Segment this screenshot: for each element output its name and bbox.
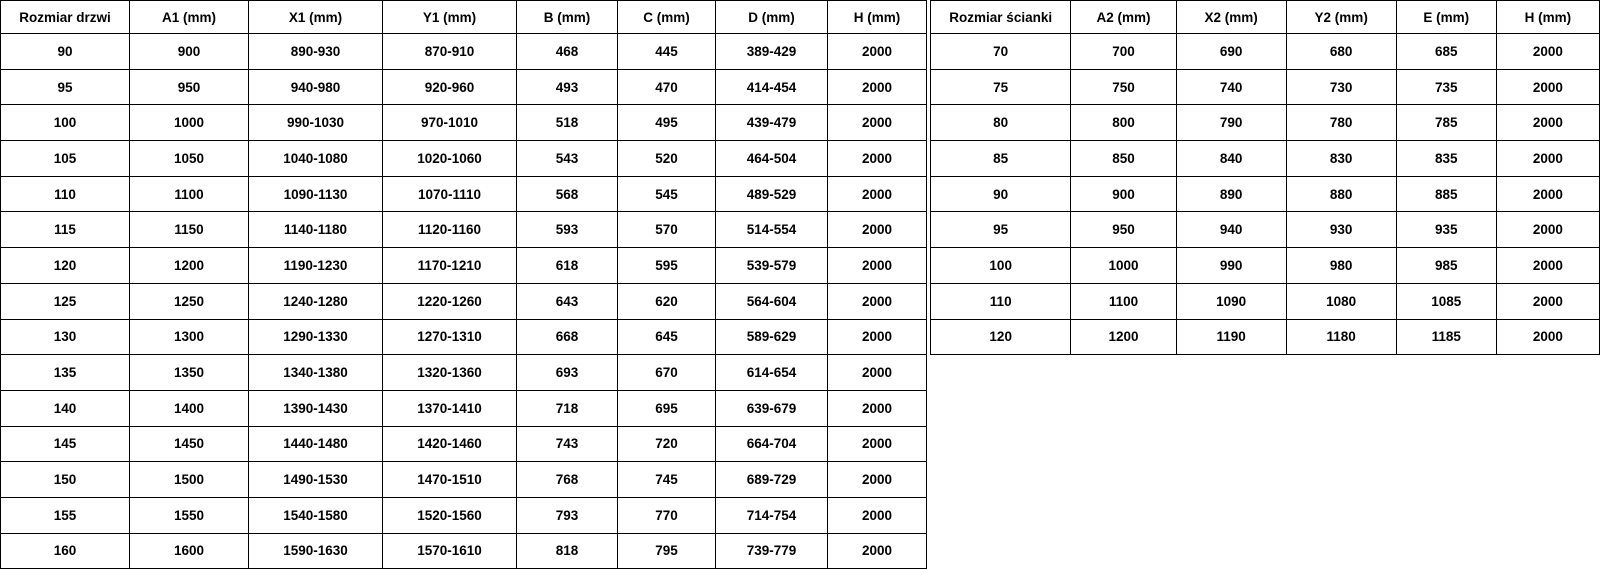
table-row — [1, 462, 927, 498]
walls-dimensions-table — [930, 0, 1600, 355]
table-cell: 790 — [1176, 105, 1286, 141]
table-cell: 920-960 — [383, 69, 517, 105]
table-cell: 685 — [1396, 34, 1496, 70]
table-cell: 768 — [517, 462, 618, 498]
table-cell: 700 — [1071, 34, 1176, 70]
table-cell: 125 — [1, 283, 130, 319]
table-cell: 1440-1480 — [249, 426, 383, 462]
table-cell: 100 — [931, 248, 1071, 284]
table-cell: 1190 — [1176, 319, 1286, 355]
table-cell: 940-980 — [249, 69, 383, 105]
table-row — [1, 105, 927, 141]
column-header-rozmiar-drzwi: Rozmiar drzwi — [1, 1, 130, 34]
table-cell: 150 — [1, 462, 130, 498]
table-cell: 800 — [1071, 105, 1176, 141]
table-cell: 80 — [931, 105, 1071, 141]
table-cell: 643 — [517, 283, 618, 319]
table-row — [1, 533, 927, 569]
table-cell: 1020-1060 — [383, 141, 517, 177]
table-cell: 785 — [1396, 105, 1496, 141]
table-row — [1, 34, 927, 70]
column-header-rozmiar-scianki: Rozmiar ścianki — [931, 1, 1071, 34]
table-cell: 985 — [1396, 248, 1496, 284]
table-cell: 2000 — [828, 319, 927, 355]
table-cell: 2000 — [1496, 248, 1599, 284]
table-cell: 493 — [517, 69, 618, 105]
column-header-e: E (mm) — [1396, 1, 1496, 34]
table-cell: 389-429 — [716, 34, 828, 70]
table-header-row — [931, 1, 1600, 34]
table-cell: 689-729 — [716, 462, 828, 498]
table-cell: 140 — [1, 390, 130, 426]
table-cell: 543 — [517, 141, 618, 177]
table-cell: 818 — [517, 533, 618, 569]
table-cell: 1420-1460 — [383, 426, 517, 462]
column-header-x1: X1 (mm) — [249, 1, 383, 34]
table-cell: 990-1030 — [249, 105, 383, 141]
column-header-h: H (mm) — [1496, 1, 1599, 34]
table-cell: 2000 — [1496, 34, 1599, 70]
table-cell: 2000 — [828, 497, 927, 533]
table-cell: 2000 — [1496, 319, 1599, 355]
table-row — [931, 212, 1600, 248]
table-cell: 830 — [1286, 141, 1396, 177]
table-cell: 489-529 — [716, 176, 828, 212]
column-header-a1: A1 (mm) — [130, 1, 249, 34]
table-cell: 900 — [1071, 176, 1176, 212]
table-cell: 495 — [618, 105, 716, 141]
column-header-x2: X2 (mm) — [1176, 1, 1286, 34]
table-cell: 890-930 — [249, 34, 383, 70]
table-cell: 770 — [618, 497, 716, 533]
table-cell: 2000 — [828, 141, 927, 177]
table-cell: 850 — [1071, 141, 1176, 177]
table-cell: 470 — [618, 69, 716, 105]
table-cell: 95 — [931, 212, 1071, 248]
table-cell: 2000 — [828, 462, 927, 498]
table-cell: 1390-1430 — [249, 390, 383, 426]
table-cell: 2000 — [828, 105, 927, 141]
doors-table-header — [1, 1, 927, 34]
table-cell: 735 — [1396, 69, 1496, 105]
table-cell: 645 — [618, 319, 716, 355]
table-cell: 714-754 — [716, 497, 828, 533]
table-cell: 1120-1160 — [383, 212, 517, 248]
table-cell: 618 — [517, 248, 618, 284]
table-cell: 1590-1630 — [249, 533, 383, 569]
table-cell: 693 — [517, 355, 618, 391]
table-cell: 2000 — [828, 212, 927, 248]
table-cell: 95 — [1, 69, 130, 105]
table-cell: 90 — [931, 176, 1071, 212]
table-row — [931, 141, 1600, 177]
table-cell: 639-679 — [716, 390, 828, 426]
table-cell: 445 — [618, 34, 716, 70]
table-cell: 840 — [1176, 141, 1286, 177]
table-cell: 90 — [1, 34, 130, 70]
table-cell: 593 — [517, 212, 618, 248]
table-cell: 795 — [618, 533, 716, 569]
table-cell: 105 — [1, 141, 130, 177]
table-cell: 2000 — [1496, 105, 1599, 141]
table-cell: 1340-1380 — [249, 355, 383, 391]
table-cell: 1000 — [1071, 248, 1176, 284]
table-cell: 1400 — [130, 390, 249, 426]
table-cell: 980 — [1286, 248, 1396, 284]
table-cell: 545 — [618, 176, 716, 212]
table-cell: 1200 — [130, 248, 249, 284]
column-header-y1: Y1 (mm) — [383, 1, 517, 34]
table-cell: 2000 — [828, 533, 927, 569]
table-cell: 1185 — [1396, 319, 1496, 355]
walls-table-body — [931, 34, 1600, 355]
table-cell: 2000 — [828, 390, 927, 426]
walls-table-header — [931, 1, 1600, 34]
table-cell: 514-554 — [716, 212, 828, 248]
table-cell: 1370-1410 — [383, 390, 517, 426]
table-header-row — [1, 1, 927, 34]
table-cell: 1200 — [1071, 319, 1176, 355]
table-cell: 620 — [618, 283, 716, 319]
table-row — [931, 176, 1600, 212]
walls-dimensions-table-container — [930, 0, 1600, 355]
table-cell: 745 — [618, 462, 716, 498]
table-row — [1, 390, 927, 426]
table-cell: 885 — [1396, 176, 1496, 212]
table-row — [931, 248, 1600, 284]
table-cell: 539-579 — [716, 248, 828, 284]
table-cell: 1220-1260 — [383, 283, 517, 319]
table-row — [1, 176, 927, 212]
table-cell: 2000 — [828, 69, 927, 105]
doors-table-body — [1, 34, 927, 569]
table-cell: 2000 — [1496, 176, 1599, 212]
table-row — [931, 283, 1600, 319]
table-row — [1, 355, 927, 391]
table-cell: 668 — [517, 319, 618, 355]
table-cell: 1300 — [130, 319, 249, 355]
table-cell: 570 — [618, 212, 716, 248]
table-cell: 750 — [1071, 69, 1176, 105]
column-header-c: C (mm) — [618, 1, 716, 34]
table-cell: 900 — [130, 34, 249, 70]
table-cell: 780 — [1286, 105, 1396, 141]
column-header-a2: A2 (mm) — [1071, 1, 1176, 34]
table-cell: 1490-1530 — [249, 462, 383, 498]
table-cell: 1250 — [130, 283, 249, 319]
table-cell: 1470-1510 — [383, 462, 517, 498]
table-cell: 120 — [931, 319, 1071, 355]
table-cell: 1085 — [1396, 283, 1496, 319]
table-cell: 793 — [517, 497, 618, 533]
table-cell: 930 — [1286, 212, 1396, 248]
table-cell: 740 — [1176, 69, 1286, 105]
table-cell: 1540-1580 — [249, 497, 383, 533]
table-cell: 1180 — [1286, 319, 1396, 355]
table-row — [1, 141, 927, 177]
table-cell: 1050 — [130, 141, 249, 177]
table-cell: 935 — [1396, 212, 1496, 248]
table-cell: 1080 — [1286, 283, 1396, 319]
table-row — [1, 212, 927, 248]
table-cell: 120 — [1, 248, 130, 284]
table-cell: 1500 — [130, 462, 249, 498]
table-cell: 2000 — [828, 34, 927, 70]
table-cell: 414-454 — [716, 69, 828, 105]
table-cell: 2000 — [1496, 212, 1599, 248]
table-cell: 1070-1110 — [383, 176, 517, 212]
table-cell: 1550 — [130, 497, 249, 533]
column-header-d: D (mm) — [716, 1, 828, 34]
table-cell: 155 — [1, 497, 130, 533]
table-cell: 1000 — [130, 105, 249, 141]
table-cell: 690 — [1176, 34, 1286, 70]
table-cell: 990 — [1176, 248, 1286, 284]
table-cell: 1240-1280 — [249, 283, 383, 319]
table-cell: 520 — [618, 141, 716, 177]
table-cell: 2000 — [828, 283, 927, 319]
table-cell: 589-629 — [716, 319, 828, 355]
table-cell: 110 — [1, 176, 130, 212]
table-cell: 160 — [1, 533, 130, 569]
table-cell: 1040-1080 — [249, 141, 383, 177]
table-cell: 890 — [1176, 176, 1286, 212]
table-cell: 1100 — [1071, 283, 1176, 319]
table-cell: 1600 — [130, 533, 249, 569]
table-row — [1, 319, 927, 355]
table-cell: 950 — [1071, 212, 1176, 248]
table-cell: 2000 — [828, 176, 927, 212]
table-row — [931, 319, 1600, 355]
table-cell: 70 — [931, 34, 1071, 70]
table-cell: 1150 — [130, 212, 249, 248]
table-cell: 2000 — [1496, 141, 1599, 177]
table-cell: 85 — [931, 141, 1071, 177]
table-cell: 145 — [1, 426, 130, 462]
table-cell: 2000 — [828, 355, 927, 391]
table-row — [931, 105, 1600, 141]
table-cell: 695 — [618, 390, 716, 426]
table-cell: 880 — [1286, 176, 1396, 212]
table-cell: 464-504 — [716, 141, 828, 177]
table-cell: 564-604 — [716, 283, 828, 319]
table-cell: 670 — [618, 355, 716, 391]
table-cell: 130 — [1, 319, 130, 355]
table-cell: 680 — [1286, 34, 1396, 70]
table-cell: 1100 — [130, 176, 249, 212]
table-row — [1, 69, 927, 105]
table-row — [1, 283, 927, 319]
table-cell: 595 — [618, 248, 716, 284]
table-cell: 970-1010 — [383, 105, 517, 141]
table-row — [931, 69, 1600, 105]
table-cell: 468 — [517, 34, 618, 70]
table-cell: 1320-1360 — [383, 355, 517, 391]
table-cell: 568 — [517, 176, 618, 212]
table-cell: 439-479 — [716, 105, 828, 141]
table-cell: 614-654 — [716, 355, 828, 391]
table-cell: 1520-1560 — [383, 497, 517, 533]
table-cell: 835 — [1396, 141, 1496, 177]
table-cell: 2000 — [828, 248, 927, 284]
table-cell: 718 — [517, 390, 618, 426]
table-row — [1, 248, 927, 284]
table-cell: 1570-1610 — [383, 533, 517, 569]
table-cell: 518 — [517, 105, 618, 141]
table-cell: 2000 — [1496, 69, 1599, 105]
table-cell: 75 — [931, 69, 1071, 105]
table-cell: 1290-1330 — [249, 319, 383, 355]
table-row — [1, 497, 927, 533]
table-row — [1, 426, 927, 462]
column-header-y2: Y2 (mm) — [1286, 1, 1396, 34]
table-cell: 743 — [517, 426, 618, 462]
table-cell: 739-779 — [716, 533, 828, 569]
table-cell: 1450 — [130, 426, 249, 462]
table-cell: 664-704 — [716, 426, 828, 462]
table-cell: 135 — [1, 355, 130, 391]
column-header-h: H (mm) — [828, 1, 927, 34]
table-cell: 720 — [618, 426, 716, 462]
table-cell: 100 — [1, 105, 130, 141]
table-row — [931, 34, 1600, 70]
table-cell: 1090-1130 — [249, 176, 383, 212]
table-cell: 110 — [931, 283, 1071, 319]
table-cell: 940 — [1176, 212, 1286, 248]
table-cell: 1190-1230 — [249, 248, 383, 284]
table-cell: 1170-1210 — [383, 248, 517, 284]
table-cell: 1270-1310 — [383, 319, 517, 355]
table-cell: 870-910 — [383, 34, 517, 70]
table-cell: 1350 — [130, 355, 249, 391]
table-cell: 2000 — [1496, 283, 1599, 319]
column-header-b: B (mm) — [517, 1, 618, 34]
table-cell: 2000 — [828, 426, 927, 462]
table-cell: 1090 — [1176, 283, 1286, 319]
table-cell: 115 — [1, 212, 130, 248]
table-cell: 730 — [1286, 69, 1396, 105]
table-cell: 1140-1180 — [249, 212, 383, 248]
table-cell: 950 — [130, 69, 249, 105]
